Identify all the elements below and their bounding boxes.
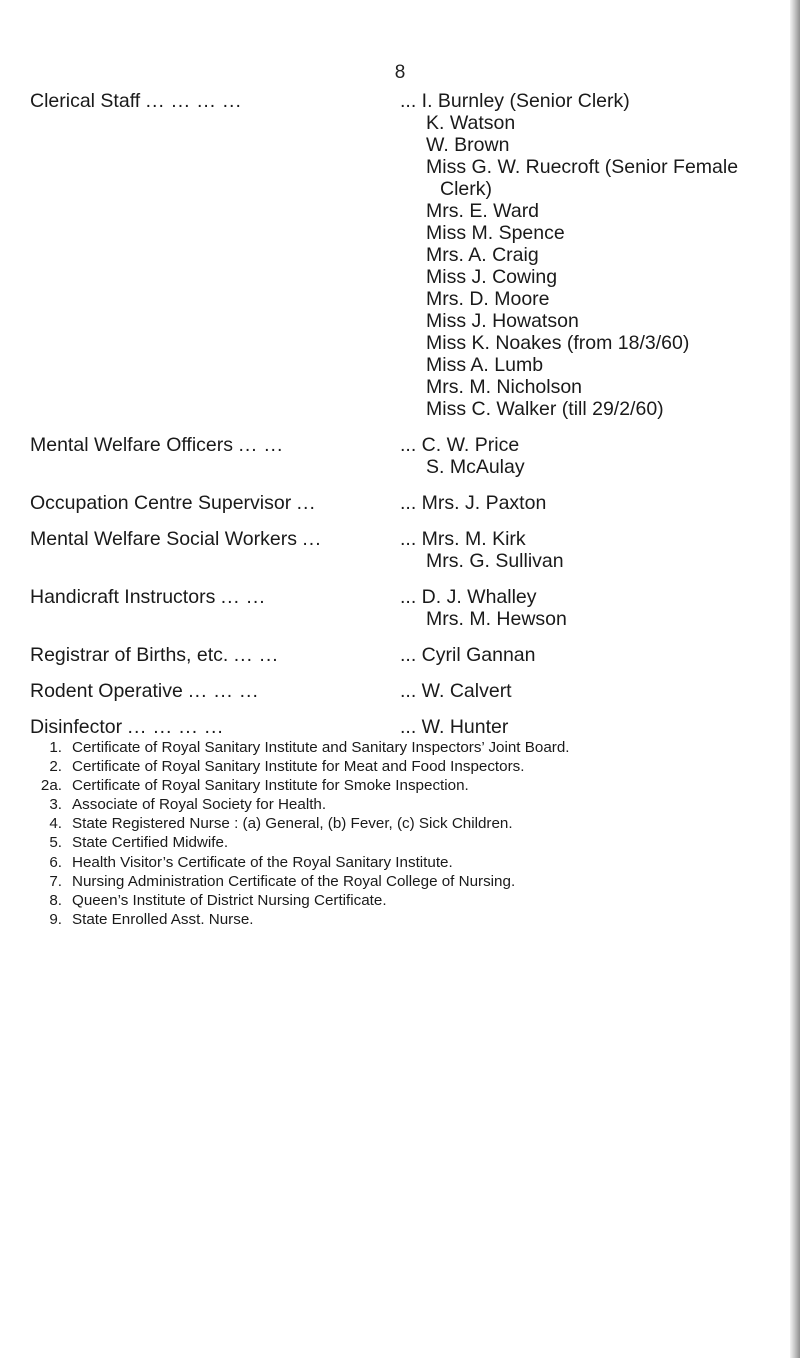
role-label	[30, 492, 400, 514]
name-entry: Mrs. M. Hewson	[426, 608, 567, 630]
note-number: 4.	[49, 815, 62, 833]
name-entry: ... W. Calvert	[400, 680, 512, 702]
name-entry: ... Mrs. J. Paxton	[400, 492, 547, 514]
note-item	[30, 776, 790, 795]
name-list	[400, 680, 780, 702]
note-number: 7.	[49, 872, 62, 890]
staff-row-mental-welfare-social-workers	[30, 528, 780, 572]
note-item	[30, 795, 790, 814]
role-title: Clerical Staff	[30, 90, 141, 112]
staff-row-occupation-centre-supervisor	[30, 492, 780, 514]
note-text: Associate of Royal Society for Health.	[72, 796, 327, 814]
role-title: Mental Welfare Officers	[30, 434, 234, 456]
note-item	[30, 738, 790, 757]
name-entry: Miss K. Noakes (from 18/3/60)	[426, 332, 690, 354]
note-text: State Certified Midwife.	[72, 834, 229, 852]
page-number: 8	[394, 62, 406, 83]
role-title: Registrar of Births, etc.	[30, 644, 229, 666]
role-label	[30, 716, 400, 738]
staff-row-handicraft-instructors	[30, 586, 780, 630]
note-number: 1.	[49, 739, 62, 756]
name-entry: S. McAulay	[426, 456, 525, 478]
name-entry: W. Brown	[426, 134, 510, 156]
staff-list	[30, 90, 780, 752]
note-text: Nursing Administration Certificate of the Royal College of Nursing.	[72, 872, 516, 890]
note-text: Certificate of Royal Sanitary Institute for Smoke Inspection.	[72, 777, 469, 795]
name-entry: ... W. Hunter	[400, 716, 509, 738]
leader-dots: ... ... ... ...	[127, 716, 224, 738]
note-item	[30, 910, 790, 929]
note-item	[30, 872, 790, 891]
qualification-notes	[30, 738, 790, 929]
note-text: Health Visitor’s Certificate of the Royal Sanitary Institute.	[72, 853, 453, 871]
name-entry: Miss G. W. Ruecroft (Senior Female	[426, 156, 739, 178]
leader-dots: ... ...	[238, 434, 284, 456]
name-list	[400, 90, 780, 420]
name-entry: Mrs. M. Nicholson	[426, 376, 583, 398]
role-title: Mental Welfare Social Workers	[30, 528, 297, 550]
name-entry: ... Cyril Gannan	[400, 644, 536, 666]
name-list	[400, 586, 780, 630]
note-number: 8.	[49, 891, 62, 909]
note-item	[30, 757, 790, 776]
note-item	[30, 853, 790, 872]
name-entry-continuation: Clerk)	[440, 178, 492, 200]
role-title: Disinfector	[30, 716, 123, 738]
role-title: Rodent Operative	[30, 680, 183, 702]
note-item	[30, 833, 790, 852]
note-text: Queen’s Institute of District Nursing Certificate.	[72, 891, 387, 909]
name-entry: Miss C. Walker (till 29/2/60)	[426, 398, 664, 420]
note-number: 2a.	[40, 777, 62, 795]
name-entry: K. Watson	[426, 112, 516, 134]
role-label	[30, 680, 400, 702]
name-entry: Mrs. D. Moore	[426, 288, 550, 310]
name-list	[400, 492, 780, 514]
leader-dots: ...	[302, 528, 322, 550]
note-number: 5.	[49, 834, 62, 852]
name-entry: Miss J. Howatson	[426, 310, 579, 332]
name-entry: ... I. Burnley (Senior Clerk)	[400, 90, 630, 112]
name-entry: Miss J. Cowing	[426, 266, 558, 288]
staff-row-rodent-operative	[30, 680, 780, 702]
name-entry: Mrs. G. Sullivan	[426, 550, 564, 572]
note-number: 3.	[49, 796, 62, 814]
note-text: Certificate of Royal Sanitary Institute and Sanitary Inspectors’ Joint Board.	[72, 739, 570, 756]
name-entry: Mrs. A. Craig	[426, 244, 539, 266]
role-label	[30, 644, 400, 666]
staff-row-registrar	[30, 644, 780, 666]
staff-row-disinfector	[30, 716, 780, 738]
note-text: Certificate of Royal Sanitary Institute for Meat and Food Inspectors.	[72, 758, 525, 776]
staff-row-clerical	[30, 90, 780, 420]
name-entry: Miss M. Spence	[426, 222, 565, 244]
note-number: 6.	[49, 853, 62, 871]
name-list	[400, 644, 780, 666]
role-label	[30, 586, 400, 608]
role-title: Handicraft Instructors	[30, 586, 216, 608]
name-list	[400, 528, 780, 572]
note-text: State Registered Nurse : (a) General, (b) Fever, (c) Sick Children.	[72, 815, 513, 833]
role-label	[30, 528, 400, 550]
leader-dots: ... ... ...	[188, 680, 259, 702]
role-label	[30, 90, 400, 112]
name-entry: ... C. W. Price	[400, 434, 520, 456]
leader-dots: ...	[296, 492, 316, 514]
leader-dots: ... ... ... ...	[145, 90, 242, 112]
staff-row-mental-welfare-officers	[30, 434, 780, 478]
note-text: State Enrolled Asst. Nurse.	[72, 910, 254, 928]
note-number: 2.	[49, 758, 62, 776]
name-entry: Mrs. E. Ward	[426, 200, 540, 222]
note-number: 9.	[49, 910, 62, 928]
role-title: Occupation Centre Supervisor	[30, 492, 292, 514]
name-list	[400, 716, 780, 738]
note-item	[30, 891, 790, 910]
note-item	[30, 814, 790, 833]
page-edge-shadow	[790, 0, 800, 1358]
role-label	[30, 434, 400, 456]
name-entry: ... Mrs. M. Kirk	[400, 528, 526, 550]
leader-dots: ... ...	[220, 586, 266, 608]
name-entry: ... D. J. Whalley	[400, 586, 537, 608]
leader-dots: ... ...	[233, 644, 279, 666]
name-entry: Miss A. Lumb	[426, 354, 544, 376]
name-list	[400, 434, 780, 478]
